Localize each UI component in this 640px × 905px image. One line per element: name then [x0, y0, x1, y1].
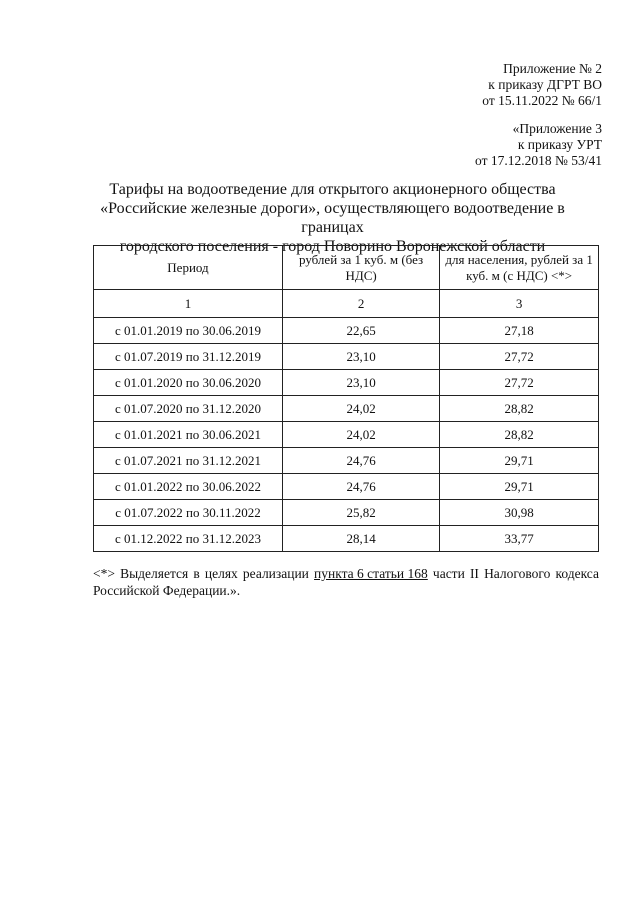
rate-population-cell: 30,98 [440, 500, 599, 526]
period-cell: с 01.01.2022 по 30.06.2022 [94, 474, 283, 500]
footnote-word: части [432, 566, 465, 581]
tariff-table [93, 245, 599, 552]
rate-population-cell: 29,71 [440, 448, 599, 474]
column-number: 1 [94, 290, 283, 318]
table-row [94, 396, 599, 422]
footnote-word: кодекса [555, 566, 599, 581]
table-row [94, 422, 599, 448]
appendix-current-line1: Приложение № 2 [503, 61, 602, 76]
period-cell: с 01.07.2022 по 30.11.2022 [94, 500, 283, 526]
rate-no-vat-cell: 25,82 [282, 500, 439, 526]
rate-population-cell: 27,18 [440, 318, 599, 344]
footnote-word: II [469, 566, 479, 581]
footnote-law-link[interactable]: пункта 6 статьи 168 [314, 566, 428, 581]
header-rate-no-vat: рублей за 1 куб. м (без НДС) [282, 246, 439, 290]
table-row [94, 318, 599, 344]
rate-no-vat-cell: 24,02 [282, 422, 439, 448]
rate-no-vat-cell: 23,10 [282, 344, 439, 370]
appendix-original [475, 121, 602, 169]
appendix-original-line3: от 17.12.2018 № 53/41 [475, 153, 602, 168]
rate-population-cell: 28,82 [440, 396, 599, 422]
table-header-row [94, 246, 599, 290]
rate-no-vat-cell: 28,14 [282, 526, 439, 552]
column-number: 3 [440, 290, 599, 318]
footnote-word: Налогового [484, 566, 551, 581]
table-row [94, 500, 599, 526]
table-row [94, 526, 599, 552]
period-cell: с 01.01.2020 по 30.06.2020 [94, 370, 283, 396]
title-line2: «Российские железные дороги», осуществляющего водоотведение в границах [100, 200, 565, 236]
footnote-line2: Российской Федерации.». [93, 583, 241, 598]
rate-population-cell: 33,77 [440, 526, 599, 552]
footnote-word: Выделяется [120, 566, 189, 581]
period-cell: с 01.01.2021 по 30.06.2021 [94, 422, 283, 448]
rate-no-vat-cell: 24,76 [282, 448, 439, 474]
footnote-marker: <*> [93, 566, 115, 581]
title-line1: Тарифы на водоотведение для открытого акционерного общества [109, 181, 556, 198]
appendix-current [482, 61, 602, 109]
appendix-original-line2: к приказу УРТ [517, 137, 602, 152]
period-cell: с 01.07.2021 по 31.12.2021 [94, 448, 283, 474]
column-number-row [94, 290, 599, 318]
rate-population-cell: 27,72 [440, 344, 599, 370]
rate-no-vat-cell: 23,10 [282, 370, 439, 396]
footnote-word: реализации [242, 566, 309, 581]
header-rate-population: для населения, рублей за 1 куб. м (с НДС) <*> [440, 246, 599, 290]
title-line3: городского поселения - город Поворино Воронежской области [119, 238, 546, 255]
footnote-line1 [93, 565, 599, 582]
table-row [94, 370, 599, 396]
footnote-word: в [193, 566, 200, 581]
period-cell: с 01.12.2022 по 31.12.2023 [94, 526, 283, 552]
rate-population-cell: 28,82 [440, 422, 599, 448]
table-row [94, 344, 599, 370]
appendix-current-line3: от 15.11.2022 № 66/1 [482, 93, 602, 108]
rate-no-vat-cell: 22,65 [282, 318, 439, 344]
table-row [94, 448, 599, 474]
rate-no-vat-cell: 24,76 [282, 474, 439, 500]
footnote [93, 565, 599, 599]
period-cell: с 01.07.2020 по 31.12.2020 [94, 396, 283, 422]
header-period: Период [94, 246, 283, 290]
table-row [94, 474, 599, 500]
rate-no-vat-cell: 24,02 [282, 396, 439, 422]
period-cell: с 01.01.2019 по 30.06.2019 [94, 318, 283, 344]
period-cell: с 01.07.2019 по 31.12.2019 [94, 344, 283, 370]
footnote-word: целях [204, 566, 238, 581]
appendix-original-line1: «Приложение 3 [512, 121, 602, 136]
appendix-current-line2: к приказу ДГРТ ВО [488, 77, 602, 92]
rate-population-cell: 27,72 [440, 370, 599, 396]
rate-population-cell: 29,71 [440, 474, 599, 500]
column-number: 2 [282, 290, 439, 318]
